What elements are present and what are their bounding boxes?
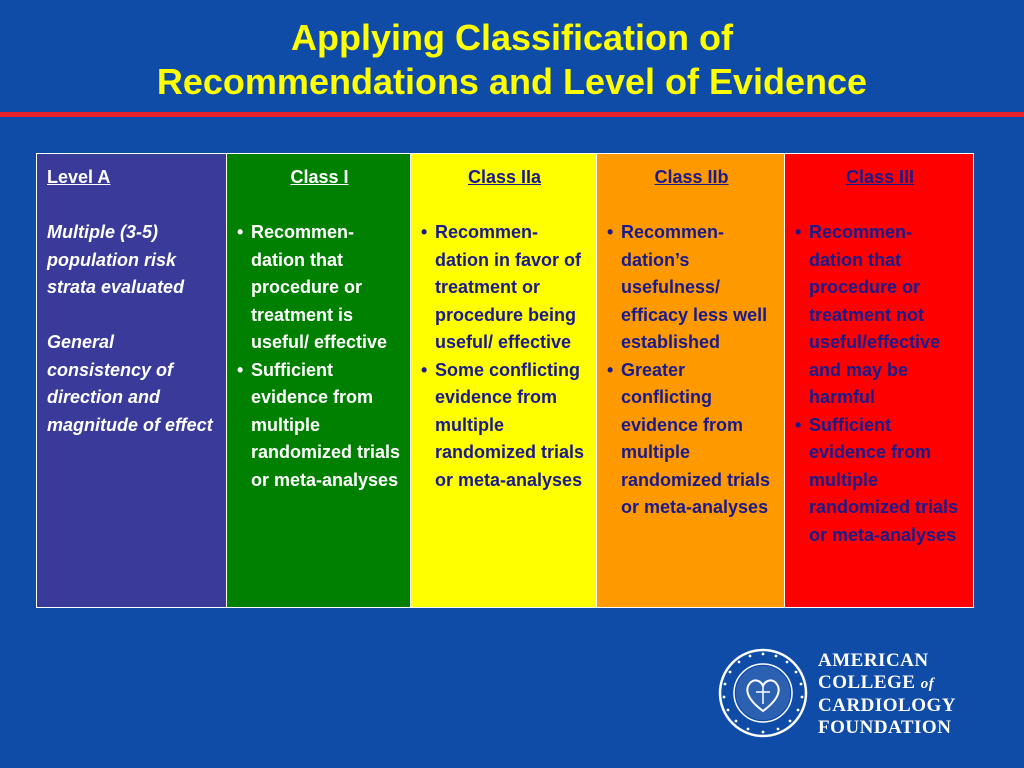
acc-foundation-logo xyxy=(718,648,998,740)
class-iib-bullets xyxy=(607,219,776,522)
class-iii-bullets xyxy=(795,219,965,549)
level-a-description xyxy=(47,219,218,439)
title-line-1: Applying Classification of xyxy=(290,17,734,58)
bullet-item: • Sufficient evidence from multiple randomized trials or meta-analyses xyxy=(237,357,402,495)
org-of-word: of xyxy=(920,676,935,692)
org-name-line-2 xyxy=(818,672,956,695)
bullet-item: • Some conflicting evidence from multiple randomized trials or meta-analyses xyxy=(421,357,588,495)
slide-title xyxy=(0,16,1024,104)
column-header-level-a: Level A xyxy=(47,167,111,187)
acc-seal-icon xyxy=(718,648,808,738)
bullet-item: • Recommen-dation that procedure or treatment is useful/ effective xyxy=(237,219,402,357)
column-class-i xyxy=(227,154,411,607)
class-i-bullets xyxy=(237,219,402,494)
level-a-paragraph: Multiple (3-5) population risk strata evaluated xyxy=(47,222,185,297)
bullet-item: • Greater conflicting evidence from multiple randomized trials or meta-analyses xyxy=(607,357,776,522)
column-header-class-iia: Class IIa xyxy=(467,167,542,187)
org-name-line-1: AMERICAN xyxy=(818,650,929,671)
org-name-line-4: FOUNDATION xyxy=(818,717,952,738)
title-divider xyxy=(0,112,1024,117)
organization-name xyxy=(818,650,956,739)
bullet-item: • Sufficient evidence from multiple randomized trials or meta-analyses xyxy=(795,412,965,550)
column-class-iia xyxy=(411,154,597,607)
title-line-2: Recommendations and Level of Evidence xyxy=(156,61,868,102)
column-level-a xyxy=(37,154,227,607)
bullet-item: • Recommen-dation that procedure or treatment not useful/effective and may be harmful xyxy=(795,219,965,412)
org-name-line-3: CARDIOLOGY xyxy=(818,695,957,716)
column-header-class-iii: Class III xyxy=(845,167,915,187)
bullet-item: • Recommen-dation’s usefulness/ efficacy less well established xyxy=(607,219,776,357)
column-class-iib xyxy=(597,154,785,607)
bullet-item: • Recommen-dation in favor of treatment or procedure being useful/ effective xyxy=(421,219,588,357)
column-class-iii xyxy=(785,154,973,607)
class-iia-bullets xyxy=(421,219,588,494)
org-college-word: COLLEGE xyxy=(818,672,916,693)
column-header-class-iib: Class IIb xyxy=(654,167,729,187)
level-a-paragraph: General consistency of direction and magnitude of effect xyxy=(47,332,213,435)
column-header-class-i: Class I xyxy=(290,167,349,187)
classification-table xyxy=(36,153,974,608)
